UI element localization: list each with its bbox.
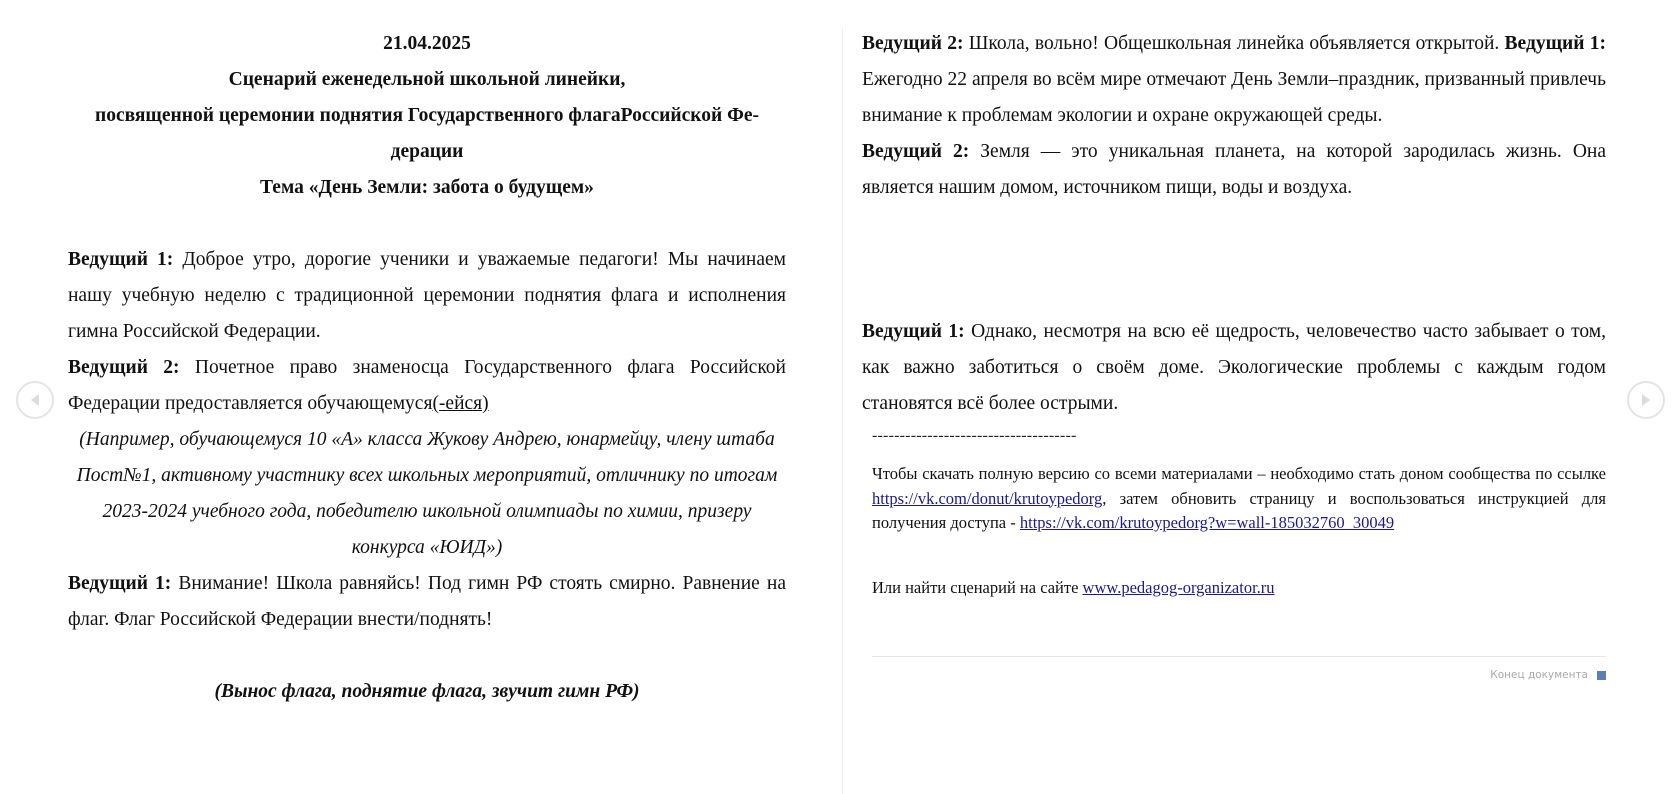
notice-paragraph — [872, 462, 1606, 536]
title-line-3: дерации — [390, 141, 464, 162]
speaker-label: Ведущий 2: — [862, 141, 970, 162]
speaker-label: Ведущий 1: — [1504, 33, 1607, 54]
previous-page-button[interactable] — [16, 381, 54, 419]
site-link[interactable]: www.pedagog-organizator.ru — [1082, 577, 1275, 597]
document-theme: Тема «День Земли: забота о будущем» — [260, 177, 594, 198]
speaker-label: Ведущий 2: — [68, 357, 180, 378]
stage-direction: (Вынос флага, поднятие флага, звучит гимн РФ) — [214, 681, 640, 702]
site-text: Или найти сценарий на сайте — [872, 577, 1083, 597]
paragraph-text: Земля — это уникальная планета, на которой зародилась жизнь. Она является нашим домом, источником пищи, воды и воздуха. — [862, 141, 1606, 198]
notice-text: Чтобы скачать полную версию со всеми материалами – необходимо стать доном сообщества по ссылке — [872, 464, 1606, 483]
title-line-2: посвященной церемонии поднятия Государственного флагаРоссийской Фе- — [94, 105, 760, 126]
speaker-label: Ведущий 1: — [68, 249, 174, 270]
paragraph-text: Ежегодно 22 апреля во всём мире отмечают День Земли–праздник, призванный привлечь внимание к проблемам экологии и охране окружающей среды. — [862, 69, 1606, 126]
site-paragraph — [872, 576, 1606, 601]
document-page-left — [68, 26, 786, 794]
paragraph-text: Внимание! Школа равняйсь! Под гимн РФ стоять смирно. Равнение на флаг. Флаг Российской Федерации внести/поднять! — [68, 573, 786, 630]
document-end-square-icon — [1597, 671, 1606, 680]
donut-link[interactable]: https://vk.com/donut/krutoypedorg — [872, 488, 1103, 508]
paragraph-text: Школа, вольно! Общешкольная линейка объявляется открытой. — [963, 33, 1505, 54]
document-end-line — [872, 656, 1606, 657]
speaker-label: Ведущий 2: — [862, 33, 964, 54]
separator-dashes: ------------------------------------- — [872, 427, 1077, 444]
document-page-right — [862, 26, 1606, 794]
paragraph-r3 — [862, 314, 1606, 422]
document-end-label: Конец документа — [1490, 669, 1588, 681]
chevron-left-icon — [28, 392, 42, 408]
paragraph-text: Однако, несмотря на всю её щедрость, человечество часто забывает о том, как важно заботиться о своём доме. Экологические проблемы с каждым годом становятся всё более острыми. — [862, 321, 1606, 414]
title-line-1: Сценарий еженедельной школьной линейки, — [228, 69, 626, 90]
paragraph-r1 — [862, 26, 1606, 134]
example-note: (Например, обучающемуся 10 «А» класса Жукову Андрею, юнармейцу, члену штаба Пост№1, активному участнику всех школьных мероприятий, отличнику по итогам 2023-2024 учебного года, победителю школьной олимпиады по химии, призеру конкурса «ЮИД») — [76, 429, 778, 558]
paragraph-3 — [68, 566, 786, 638]
paragraph-r2 — [862, 134, 1606, 206]
speaker-label: Ведущий 1: — [68, 573, 172, 594]
speaker-label: Ведущий 1: — [862, 321, 965, 342]
chevron-right-icon — [1639, 392, 1653, 408]
download-notice — [872, 424, 1606, 600]
instruction-link[interactable]: https://vk.com/krutoypedorg?w=wall-185032760_30049 — [1019, 513, 1395, 532]
paragraph-2 — [68, 350, 786, 422]
document-date: 21.04.2025 — [383, 33, 471, 54]
paragraph-text: Доброе утро, дорогие ученики и уважаемые педагоги! Мы начинаем нашу учебную неделю с традиционной церемонии поднятия флага и исполнения гимна Российской Федерации. — [68, 249, 786, 342]
underlined-suffix: (-ейся) — [432, 393, 489, 414]
notice-text: , затем обновить страницу и воспользоваться инструкцией для получения доступа - — [872, 488, 1606, 532]
next-page-button[interactable] — [1627, 381, 1665, 419]
paragraph-1 — [68, 242, 786, 350]
paragraph-text: Почетное право знаменосца Государственного флага Российской Федерации предоставляется обучающемуся — [68, 357, 786, 414]
document-end-marker — [872, 669, 1606, 681]
page-divider — [842, 28, 843, 794]
